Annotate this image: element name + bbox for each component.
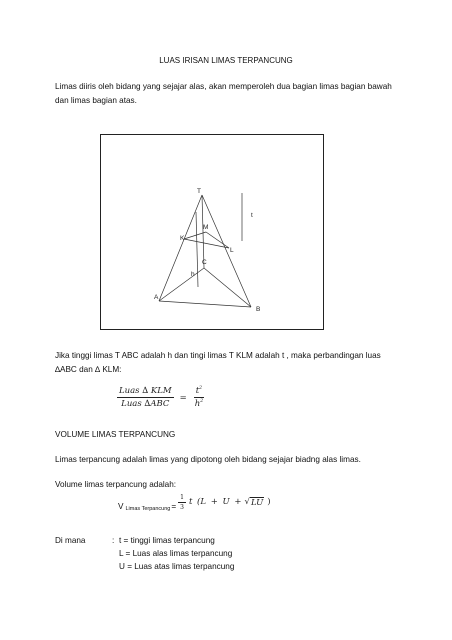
volume-formula-body: t (L + U + [188,497,242,507]
volume-definition: Limas terpancung adalah limas yang dipotong oleh bidang sejajar biadng alas limas. [55,455,361,464]
label-t: t [251,212,253,219]
volume-symbol-V: V [118,501,124,511]
ratio-paragraph-line-1: Jika tinggi limas T ABC adalah h dan tingi limas T KLM adalah t , maka perbandingan luas [55,351,381,360]
volume-subscript: Limas Terpancung [125,506,171,512]
intro-paragraph-line-2: dan limas bagian atas. [55,96,137,105]
one-third-fraction: $\frac{1}{3}$ [180,493,184,511]
label-h: h [191,271,195,278]
ratio-paragraph-line-2: ∆ABC dan ∆ KLM: [55,365,122,374]
definition-U: U = Luas atas limas terpancung [119,562,235,571]
label-K: K [180,235,185,242]
sqrt-icon: √ [244,497,250,507]
ratio-equals: = [179,392,187,403]
label-C: C [202,259,207,266]
label-M: M [203,224,209,231]
edge-AB [159,301,251,307]
volume-equals: = [171,501,177,511]
edge-CB [204,268,251,307]
label-L: L [230,247,234,254]
label-A: A [154,294,159,301]
volume-heading: VOLUME LIMAS TERPANCUNG [55,430,176,439]
volume-formula [118,493,271,512]
ratio-right-denominator: $h^2$ [194,399,204,409]
dimana-colon: : [112,536,115,545]
definition-L: L = Luas alas limas terpancung [119,549,233,558]
pyramid-figure [100,134,324,330]
ratio-formula [117,386,205,409]
ratio-left-numerator: Luas ∆ KLM [119,386,172,396]
edge-KM [184,232,206,239]
dimana-label: Di mana [55,536,86,545]
label-T: T [197,188,201,195]
edge-TC [202,195,204,268]
edge-TB [202,195,251,307]
ratio-left-fraction [117,386,174,409]
ratio-right-numerator: $t^2$ [195,386,203,396]
ratio-right-fraction [193,386,205,409]
volume-close-paren: ) [267,497,271,507]
height-h-line [196,212,198,287]
volume-intro: Volume limas terpancung adalah: [55,480,177,489]
sqrt-argument: LU [250,497,264,508]
intro-paragraph-line-1: Limas diiris oleh bidang yang sejajar alas, akan memperoleh dua bagian limas bagian bawah [55,82,392,91]
pyramid-diagram [101,135,325,331]
label-B: B [256,306,261,313]
definition-t: t = tinggi limas terpancung [119,536,215,545]
ratio-left-denominator: Luas ∆ABC [121,399,170,409]
document-title: LUAS IRISAN LIMAS TERPANCUNG [159,56,293,65]
